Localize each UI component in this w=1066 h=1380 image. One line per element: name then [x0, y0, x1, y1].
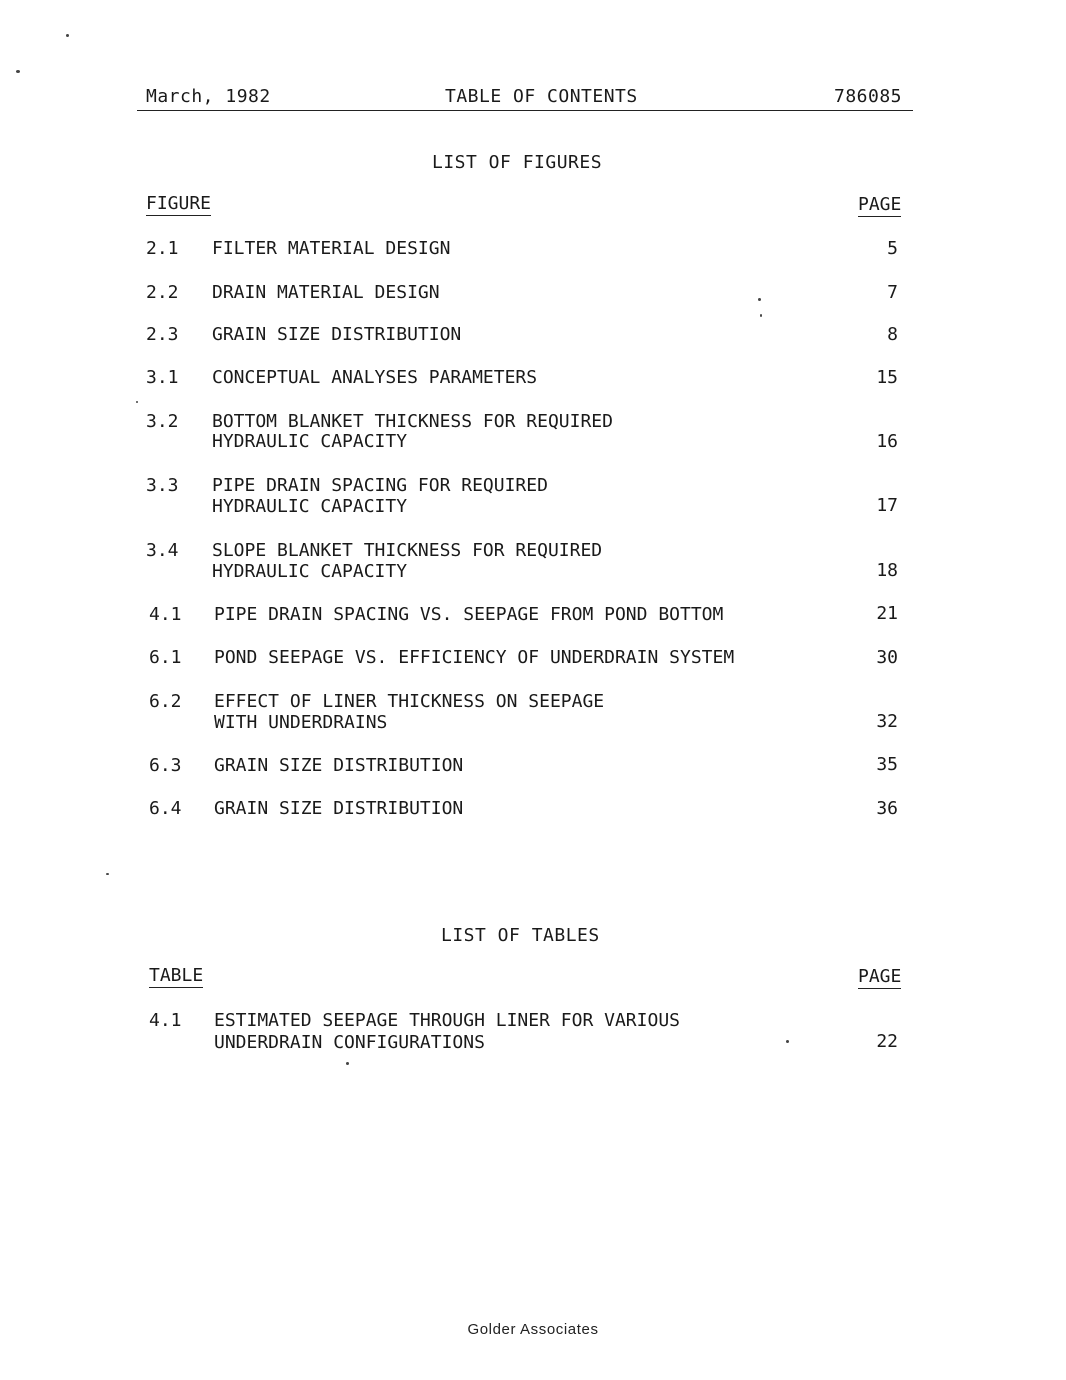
entry-number: 6.4 [149, 798, 182, 819]
entry-number: 4.1 [149, 604, 182, 625]
entry-title-continued: HYDRAULIC CAPACITY [212, 561, 408, 582]
figures-page-label: PAGE [858, 194, 902, 215]
entry-title-continued: HYDRAULIC CAPACITY [212, 496, 408, 517]
entry-page: 8 [887, 324, 898, 345]
entry-page: 30 [876, 647, 898, 668]
entry-page: 18 [876, 560, 898, 581]
entry-title: FILTER MATERIAL DESIGN [212, 238, 451, 259]
entry-page: 15 [876, 367, 898, 388]
figures-column-label: FIGURE [146, 193, 212, 214]
entry-page: 35 [876, 754, 898, 775]
entry-title-continued: HYDRAULIC CAPACITY [212, 431, 408, 452]
entry-title: GRAIN SIZE DISTRIBUTION [214, 755, 464, 776]
entry-number: 4.1 [149, 1010, 182, 1031]
tables-page-label: PAGE [858, 966, 902, 987]
entry-title: DRAIN MATERIAL DESIGN [212, 282, 440, 303]
entry-page: 16 [876, 431, 898, 452]
scan-speck [786, 1040, 789, 1043]
scan-speck [136, 401, 138, 403]
entry-number: 3.4 [146, 540, 179, 561]
entry-title: CONCEPTUAL ANALYSES PARAMETERS [212, 367, 538, 388]
entry-number: 3.2 [146, 411, 179, 432]
scan-speck [16, 70, 20, 73]
entry-title: BOTTOM BLANKET THICKNESS FOR REQUIRED [212, 411, 613, 432]
entry-title: SLOPE BLANKET THICKNESS FOR REQUIRED [212, 540, 603, 561]
entry-page: 7 [887, 282, 898, 303]
entry-title: ESTIMATED SEEPAGE THROUGH LINER FOR VARIOUS [214, 1010, 680, 1031]
entry-page: 17 [876, 495, 898, 516]
entry-page: 36 [876, 798, 898, 819]
header-title: TABLE OF CONTENTS [445, 86, 638, 107]
scan-speck [760, 314, 762, 317]
header-date: March, 1982 [146, 86, 271, 107]
scan-speck [346, 1062, 349, 1065]
scan-speck [758, 298, 761, 301]
entry-number: 6.3 [149, 755, 182, 776]
entry-number: 6.1 [149, 647, 182, 668]
header-doc-number: 786085 [834, 86, 903, 107]
entry-number: 3.1 [146, 367, 179, 388]
entry-number: 3.3 [146, 475, 179, 496]
entry-title: POND SEEPAGE VS. EFFICIENCY OF UNDERDRAIN SYSTEM [214, 647, 735, 668]
entry-title: EFFECT OF LINER THICKNESS ON SEEPAGE [214, 691, 605, 712]
entry-title: PIPE DRAIN SPACING VS. SEEPAGE FROM POND BOTTOM [214, 604, 724, 625]
entry-page: 22 [876, 1031, 898, 1052]
entry-title: GRAIN SIZE DISTRIBUTION [214, 798, 464, 819]
header-rule [137, 110, 913, 111]
scan-speck [106, 873, 109, 875]
entry-number: 6.2 [149, 691, 182, 712]
tables-column-label: TABLE [149, 965, 204, 986]
entry-title-continued: UNDERDRAIN CONFIGURATIONS [214, 1032, 485, 1053]
entry-number: 2.3 [146, 324, 179, 345]
entry-number: 2.2 [146, 282, 179, 303]
figures-section-title: LIST OF FIGURES [432, 152, 603, 173]
entry-number: 2.1 [146, 238, 179, 259]
entry-page: 5 [887, 238, 898, 259]
footer-company: Golder Associates [467, 1321, 599, 1338]
entry-page: 21 [876, 603, 898, 624]
scan-speck [66, 34, 69, 37]
entry-title: GRAIN SIZE DISTRIBUTION [212, 324, 462, 345]
entry-title: PIPE DRAIN SPACING FOR REQUIRED [212, 475, 548, 496]
tables-section-title: LIST OF TABLES [441, 925, 600, 946]
entry-page: 32 [876, 711, 898, 732]
entry-title-continued: WITH UNDERDRAINS [214, 712, 388, 733]
